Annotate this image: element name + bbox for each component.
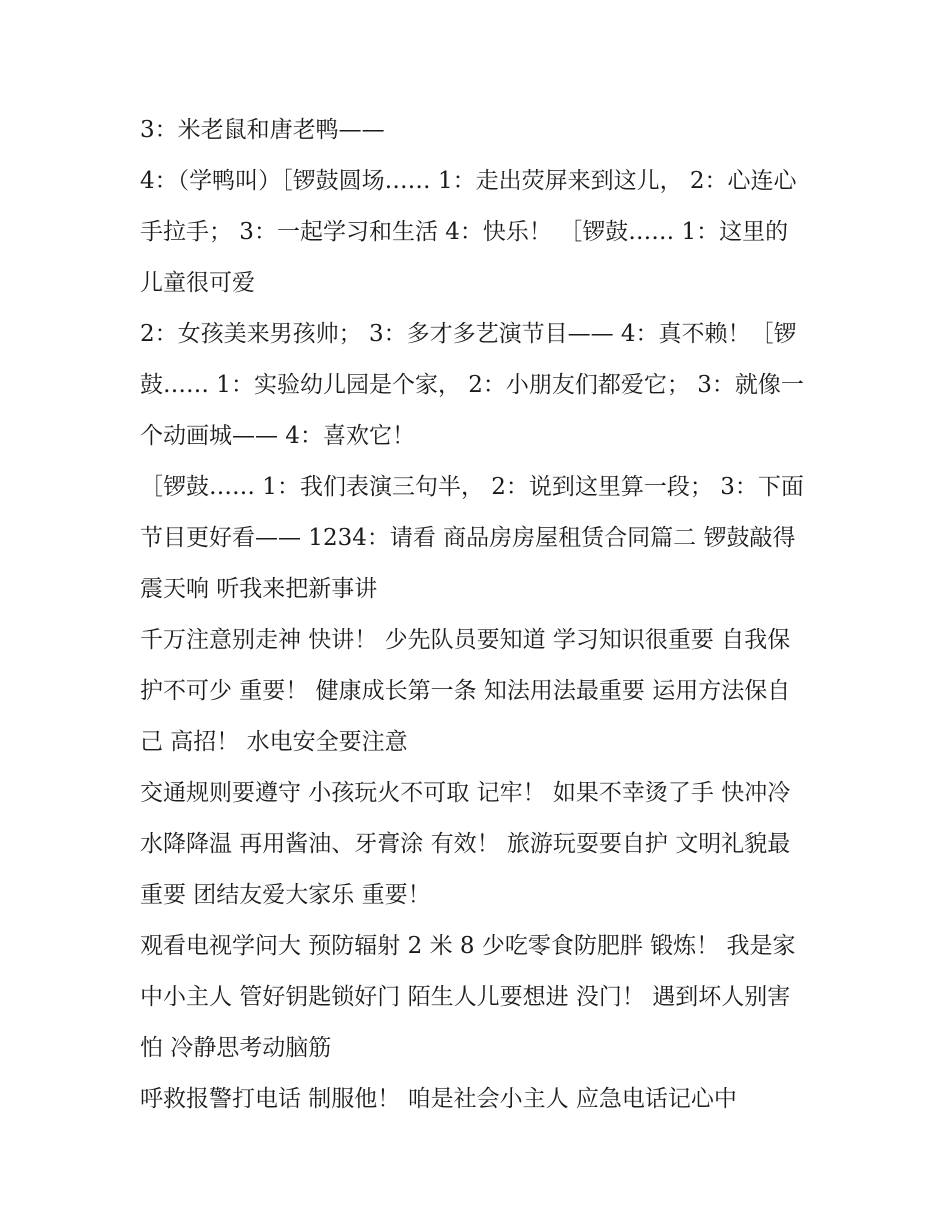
paragraph: 观看电视学问大 预防辐射 2 米 8 少吃零食防肥胖 锻炼！ 我是家中小主人 管好钥匙锁好门 陌生人儿要想进 没门！ 遇到坏人别害怕 冷静思考动脑筋 — [140, 933, 796, 1061]
paragraph: 呼救报警打电话 制服他！ 咱是社会小主人 应急电话记心中 — [140, 1086, 737, 1112]
paragraph: 3：米老鼠和唐老鸭—— — [140, 117, 385, 143]
paragraph: 2：女孩美来男孩帅； 3：多才多艺演节目—— 4：真不赖！［锣鼓…… 1：实验幼儿园是个家， 2：小朋友们都爱它； 3：就像一个动画城—— 4：喜欢它！ — [140, 321, 804, 449]
document-body — [140, 105, 810, 1125]
paragraph: 4：（学鸭叫）［锣鼓圆场…… 1：走出荧屏来到这儿， 2：心连心手拉手； 3：一起学习和生活 4：快乐！ ［锣鼓…… 1：这里的儿童很可爱 — [140, 168, 797, 296]
paragraph: ［锣鼓…… 1：我们表演三句半， 2：说到这里算一段； 3：下面节目更好看—— 1234：请看 商品房房屋租赁合同篇二 锣鼓敲得震天响 听我来把新事讲 — [140, 474, 804, 602]
paragraph: 交通规则要遵守 小孩玩火不可取 记牢！ 如果不幸烫了手 快冲冷水降降温 再用酱油、牙膏涂 有效！ 旅游玩耍要自护 文明礼貌最重要 团结友爱大家乐 重要！ — [140, 780, 791, 908]
paragraph: 千万注意别走神 快讲！ 少先队员要知道 学习知识很重要 自我保护不可少 重要！ 健康成长第一条 知法用法最重要 运用方法保自己 高招！ 水电安全要注意 — [140, 627, 791, 755]
